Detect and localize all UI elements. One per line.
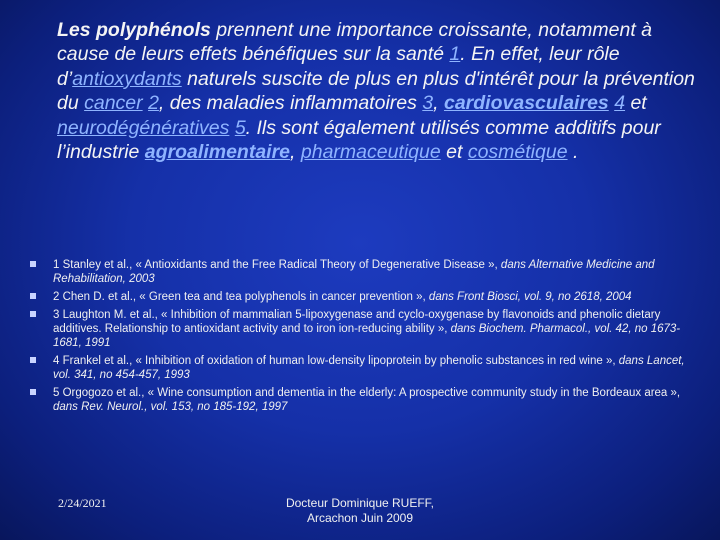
intro-text: . En effet, leur rôle d’	[57, 43, 620, 90]
reference-item	[30, 308, 690, 350]
reference-list	[30, 258, 690, 418]
reference-title: , « Inhibition of mammalian 5-lipoxygenase and cyclo-oxygenase by flavonoids and phenolic dietary additives. Relationship to antioxidant activity and to iron ion-reducing ability »,	[53, 309, 661, 335]
ref-link-5[interactable]: 5	[234, 116, 246, 139]
intro-text: ,	[433, 92, 444, 115]
ref-link-1[interactable]: 1	[449, 43, 461, 66]
reference-source: dans Alternative Medicine and Rehabilitation, 2003	[53, 259, 655, 285]
link-antioxydants[interactable]: antioxydants	[72, 67, 182, 90]
ref-link-3[interactable]: 3	[422, 92, 434, 115]
ref-link-4[interactable]: 4	[614, 92, 626, 115]
reference-source: dans Front Biosci, vol. 9, no 2618, 2004	[428, 291, 632, 303]
reference-title: , « Green tea and tea polyphenols in cancer prevention »,	[132, 291, 429, 303]
footer-author	[240, 496, 480, 526]
reference-citation: 5 Orgogozo et al.	[53, 387, 142, 399]
link-cancer[interactable]: cancer	[84, 92, 143, 115]
reference-citation: 3 Laughton M. et al.	[53, 309, 155, 321]
ref-link-2[interactable]: 2	[148, 92, 159, 115]
reference-source: dans Biochem. Pharmacol., vol. 42, no 1673-1681, 1991	[53, 323, 681, 349]
reference-item	[30, 258, 690, 286]
reference-title: , « Antioxidants and the Free Radical Theory of Degenerative Disease »,	[129, 259, 501, 271]
reference-citation: 4 Frankel et al.	[53, 355, 130, 367]
reference-source: dans Rev. Neurol., vol. 153, no 185-192, 1997	[53, 401, 288, 413]
reference-source: dans Lancet, vol. 341, no 454-457, 1993	[53, 355, 685, 381]
square-bullet-icon	[30, 261, 36, 267]
footer-date: 2/24/2021	[58, 496, 107, 510]
square-bullet-icon	[30, 293, 36, 299]
intro-text: , des maladies inflammatoires	[158, 92, 423, 115]
link-agroalimentaire[interactable]: agroalimentaire	[144, 141, 291, 164]
reference-item	[30, 290, 690, 304]
author-place-date: Arcachon Juin 2009	[306, 511, 414, 525]
square-bullet-icon	[30, 357, 36, 363]
intro-paragraph	[57, 18, 697, 164]
reference-citation: 1 Stanley et al.	[53, 259, 130, 271]
link-cosmetique[interactable]: cosmétique	[467, 141, 568, 164]
link-cardiovasculaires[interactable]: cardiovasculaires	[443, 92, 609, 115]
reference-item	[30, 354, 690, 382]
intro-text: naturels suscite de plus en plus d'intérêt pour la prévention du	[57, 67, 695, 115]
square-bullet-icon	[30, 389, 36, 395]
intro-text: ,	[290, 141, 301, 164]
author-name: Docteur Dominique RUEFF,	[285, 496, 435, 510]
term-polyphenols: Les polyphénols	[57, 19, 211, 41]
reference-title: , « Inhibition of oxidation of human low-density lipoprotein by phenolic substances in red wine »,	[129, 355, 619, 367]
reference-citation: 2 Chen D. et al.	[53, 291, 133, 303]
intro-text: et	[440, 141, 468, 164]
intro-text: . Ils sont également utilisés comme additifs pour l’industrie	[57, 116, 661, 164]
reference-title: , « Wine consumption and dementia in the elderly: A prospective community study in the Bordeaux area »,	[141, 387, 681, 399]
link-neurodegeneratives[interactable]: neurodégénératives	[57, 116, 230, 139]
intro-text: prennent une importance croissante, notamment à cause de leurs effets bénéfiques sur la santé	[57, 19, 653, 66]
square-bullet-icon	[30, 311, 36, 317]
intro-text: .	[567, 141, 579, 164]
reference-item	[30, 386, 690, 414]
intro-text: et	[625, 92, 647, 115]
link-pharmaceutique[interactable]: pharmaceutique	[300, 141, 441, 164]
